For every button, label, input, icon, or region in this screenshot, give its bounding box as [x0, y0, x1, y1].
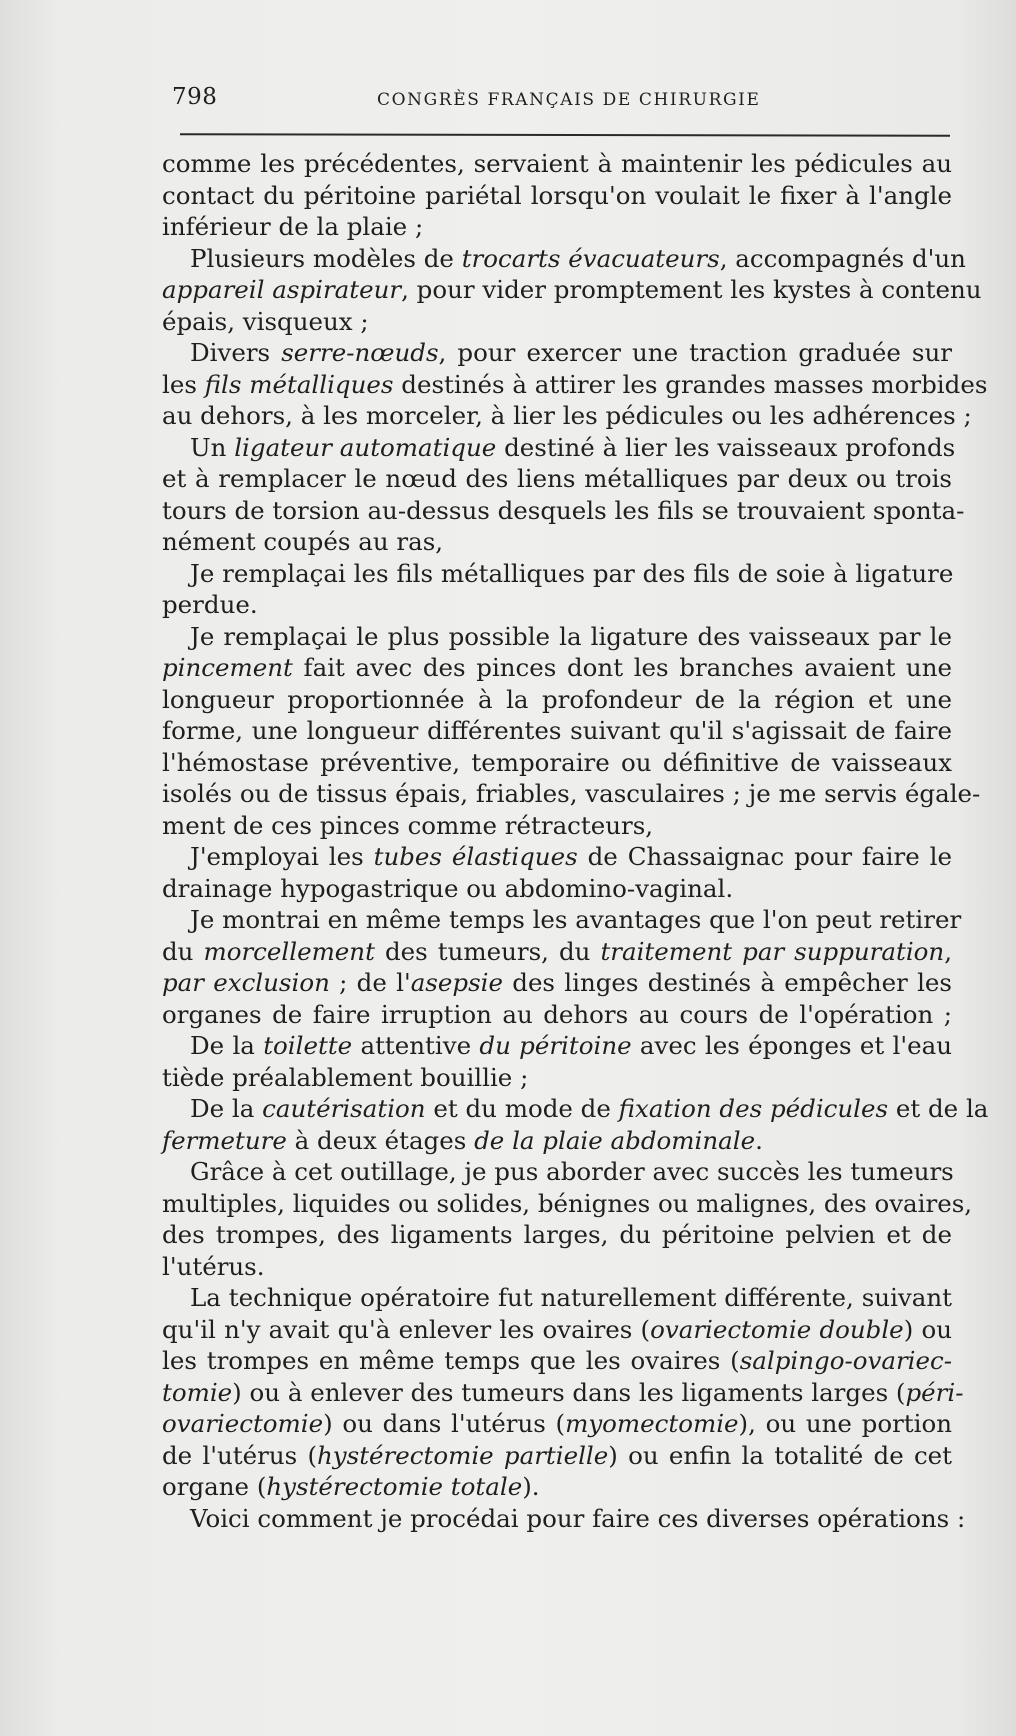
page-number: 798	[172, 84, 218, 110]
text-line: tomie) ou à enlever des tumeurs dans les ligaments larges (péri-	[162, 1377, 964, 1407]
text-line: les fils métalliques destinés à attirer les grandes masses morbides	[162, 369, 988, 399]
text-line: Je remplaçai les fils métalliques par des fils de soie à ligature	[190, 558, 954, 588]
page-header	[172, 84, 952, 120]
text-line: forme, une longueur différentes suivant qu'il s'agissait de faire	[162, 716, 952, 745]
text-line: les trompes en même temps que les ovaires (salpingo-ovariec-	[162, 1346, 952, 1375]
text-line: Grâce à cet outillage, je pus aborder avec succès les tumeurs	[190, 1157, 954, 1186]
text-line: drainage hypogastrique ou abdomino-vaginal.	[162, 873, 734, 903]
text-line: du morcellement des tumeurs, du traitement par suppuration,	[162, 936, 952, 966]
body-text	[162, 148, 989, 1534]
text-line: inférieur de la plaie ;	[162, 212, 424, 241]
text-line: tiède préalablement bouillie ;	[162, 1062, 529, 1092]
text-line: De la toilette attentive du péritoine avec les éponges et l'eau	[190, 1031, 952, 1060]
text-line: de l'utérus (hystérectomie partielle) ou enfin la totalité de cet	[162, 1440, 953, 1470]
text-line: qu'il n'y avait qu'à enlever les ovaires (ovariectomie double) ou	[162, 1314, 952, 1344]
text-line: tours de torsion au-dessus desquels les fils se trouvaient sponta-	[162, 495, 965, 525]
text-line: Plusieurs modèles de trocarts évacuateurs, accompagnés d'un	[190, 243, 966, 273]
text-line: La technique opératoire fut naturellement différente, suivant	[190, 1283, 952, 1312]
text-line: fermeture à deux étages de la plaie abdominale.	[162, 1125, 763, 1155]
text-line: pincement fait avec des pinces dont les branches avaient une	[162, 653, 952, 682]
text-line: par exclusion ; de l'asepsie des linges destinés à empêcher les	[162, 968, 952, 997]
text-line: Divers serre-nœuds, pour exercer une traction graduée sur	[190, 338, 952, 367]
text-line: longueur proportionnée à la profondeur de la région et une	[162, 684, 952, 714]
header-rule	[180, 133, 950, 137]
text-line: Un ligateur automatique destiné à lier les vaisseaux profonds	[190, 432, 956, 462]
text-line: l'utérus.	[162, 1251, 265, 1281]
running-head: CONGRÈS FRANÇAIS DE CHIRURGIE	[377, 90, 761, 110]
text-line: Je remplaçai le plus possible la ligature des vaisseaux par le	[190, 621, 952, 651]
text-line: Je montrai en même temps les avantages que l'on peut retirer	[190, 905, 962, 934]
text-line: et à remplacer le nœud des liens métalliques par deux ou trois	[162, 464, 952, 493]
text-line: nément coupés au ras,	[162, 527, 444, 556]
text-line: appareil aspirateur, pour vider promptement les kystes à contenu	[162, 275, 982, 304]
text-line: J'employai les tubes élastiques de Chassaignac pour faire le	[190, 842, 952, 871]
text-line: De la cautérisation et du mode de fixation des pédicules et de la	[190, 1094, 989, 1123]
text-line: épais, visqueux ;	[162, 306, 369, 336]
text-line: organe (hystérectomie totale).	[162, 1472, 540, 1501]
text-line: perdue.	[162, 590, 258, 619]
text-line: au dehors, à les morceler, à lier les pédicules ou les adhérences ;	[162, 401, 972, 430]
text-line: multiples, liquides ou solides, bénignes ou malignes, des ovaires,	[162, 1188, 973, 1218]
text-line: Voici comment je procédai pour faire ces diverses opérations :	[190, 1503, 966, 1533]
text-line: des trompes, des ligaments larges, du péritoine pelvien et de	[162, 1220, 952, 1249]
text-line: isolés ou de tissus épais, friables, vasculaires ; je me servis égale-	[162, 779, 981, 808]
text-line: ment de ces pinces comme rétracteurs,	[162, 810, 654, 840]
text-line: ovariectomie) ou dans l'utérus (myomectomie), ou une portion	[162, 1409, 953, 1438]
text-line: organes de faire irruption au dehors au cours de l'opération ;	[162, 999, 952, 1029]
text-line: comme les précédentes, servaient à maintenir les pédicules au	[162, 149, 952, 178]
text-line: contact du péritoine pariétal lorsqu'on voulait le fixer à l'angle	[162, 180, 952, 210]
text-line: l'hémostase préventive, temporaire ou définitive de vaisseaux	[162, 747, 952, 777]
